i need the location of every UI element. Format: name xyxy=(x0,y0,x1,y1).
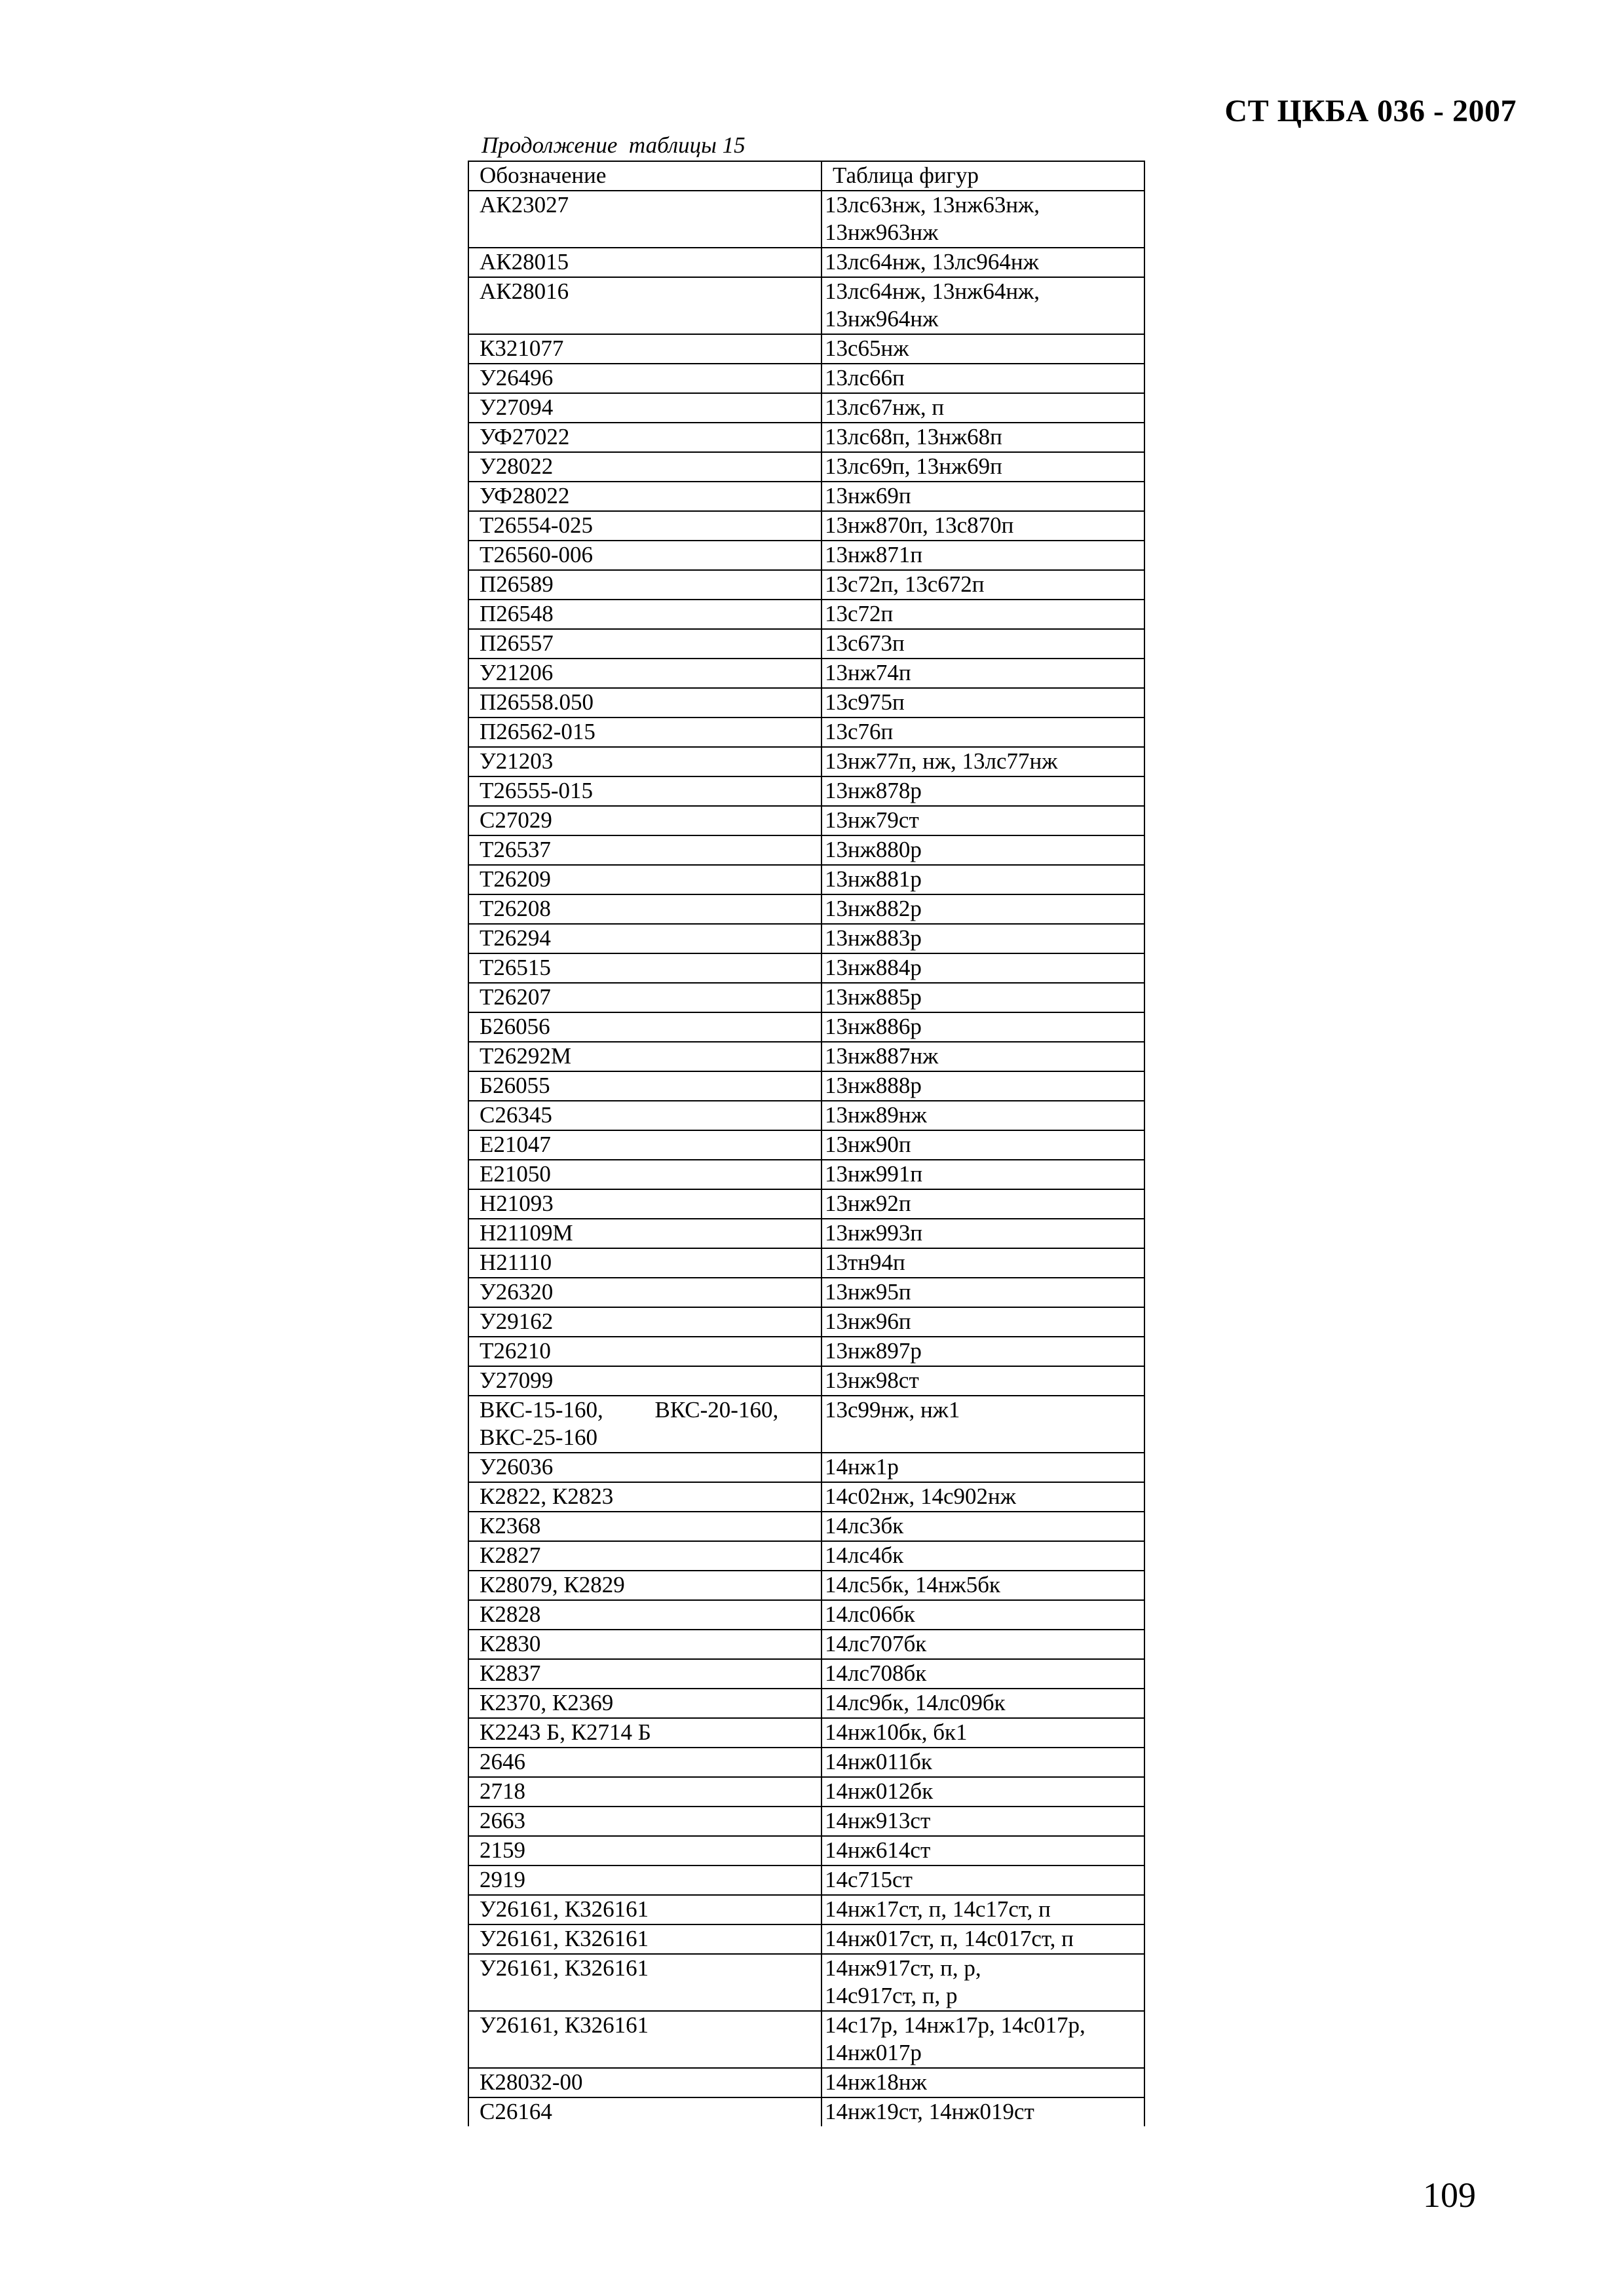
figures-cell: 13нж897р xyxy=(821,1337,1144,1366)
table-row xyxy=(468,277,1144,334)
designation-cell: Т26208 xyxy=(468,894,821,924)
figures-cell: 13лс69п, 13нж69п xyxy=(821,452,1144,482)
designation-cell: К2822, К2823 xyxy=(468,1482,821,1512)
table-row xyxy=(468,953,1144,983)
table-row xyxy=(468,1600,1144,1630)
figures-cell: 13нж89нж xyxy=(821,1101,1144,1130)
table-row xyxy=(468,511,1144,541)
figures-cell: 14лс708бк xyxy=(821,1659,1144,1689)
designation-cell: К28032-00 xyxy=(468,2068,821,2097)
table-row xyxy=(468,1954,1144,2011)
figures-cell: 13нж882р xyxy=(821,894,1144,924)
figures-cell: 13лс66п xyxy=(821,364,1144,393)
designation-cell: Н21093 xyxy=(468,1189,821,1219)
table-row xyxy=(468,1836,1144,1866)
table-body xyxy=(468,191,1144,2126)
figures-cell: 13тн94п xyxy=(821,1248,1144,1278)
table-row xyxy=(468,806,1144,835)
designation-cell: П26562-015 xyxy=(468,718,821,747)
designation-table xyxy=(468,161,1145,2126)
table-row xyxy=(468,1895,1144,1924)
table-row xyxy=(468,1630,1144,1659)
designation-cell: К2243 Б, К2714 Б xyxy=(468,1718,821,1748)
document-code: СТ ЦКБА 036 - 2007 xyxy=(1224,94,1517,128)
figures-cell: 13нж77п, нж, 13лс77нж xyxy=(821,747,1144,776)
figures-cell: 13лс68п, 13нж68п xyxy=(821,423,1144,452)
designation-cell: УФ28022 xyxy=(468,482,821,511)
designation-cell: У26161, К326161 xyxy=(468,1954,821,2011)
table-row xyxy=(468,248,1144,277)
designation-cell: Т26515 xyxy=(468,953,821,983)
figures-cell: 13лс63нж, 13нж63нж, 13нж963нж xyxy=(821,191,1144,248)
table-row xyxy=(468,983,1144,1012)
figures-cell: 13нж883р xyxy=(821,924,1144,953)
table-row xyxy=(468,452,1144,482)
table-row xyxy=(468,1482,1144,1512)
designation-cell: К2827 xyxy=(468,1541,821,1571)
designation-cell: Т26294 xyxy=(468,924,821,953)
figures-cell: 14нж19ст, 14нж019ст xyxy=(821,2097,1144,2126)
figures-cell: 13нж98ст xyxy=(821,1366,1144,1396)
table-row xyxy=(468,1071,1144,1101)
designation-cell: Е21050 xyxy=(468,1160,821,1189)
figures-cell: 13нж871п xyxy=(821,541,1144,570)
designation-cell: Т26292М xyxy=(468,1042,821,1071)
designation-cell: К28079, К2829 xyxy=(468,1571,821,1600)
figures-cell: 13нж90п xyxy=(821,1130,1144,1160)
figures-cell: 13нж991п xyxy=(821,1160,1144,1189)
figures-cell: 13с76п xyxy=(821,718,1144,747)
table-row xyxy=(468,629,1144,659)
table-row xyxy=(468,1571,1144,1600)
designation-cell: Т26207 xyxy=(468,983,821,1012)
figures-cell: 13нж74п xyxy=(821,659,1144,688)
table-row xyxy=(468,1689,1144,1718)
designation-cell: К2830 xyxy=(468,1630,821,1659)
table-row xyxy=(468,1248,1144,1278)
table-row xyxy=(468,835,1144,865)
table-row xyxy=(468,423,1144,452)
designation-cell: 2663 xyxy=(468,1807,821,1836)
designation-cell: У27094 xyxy=(468,393,821,423)
column-header-designation: Обозначение xyxy=(468,161,821,191)
table-row xyxy=(468,191,1144,248)
table-row xyxy=(468,1366,1144,1396)
designation-cell: 2646 xyxy=(468,1748,821,1777)
designation-cell: АК28015 xyxy=(468,248,821,277)
table-row xyxy=(468,718,1144,747)
figures-cell: 13нж880р xyxy=(821,835,1144,865)
table-row xyxy=(468,688,1144,718)
table-row xyxy=(468,1160,1144,1189)
figures-cell: 13лс64нж, 13лс964нж xyxy=(821,248,1144,277)
figures-cell: 14нж917ст, п, р, 14с917ст, п, р xyxy=(821,1954,1144,2011)
figures-cell: 13с975п xyxy=(821,688,1144,718)
column-header-figures: Таблица фигур xyxy=(821,161,1144,191)
designation-cell: У26496 xyxy=(468,364,821,393)
table-row xyxy=(468,747,1144,776)
designation-cell: П26589 xyxy=(468,570,821,600)
table-row xyxy=(468,1278,1144,1307)
figures-cell: 14лс3бк xyxy=(821,1512,1144,1541)
designation-cell: К2837 xyxy=(468,1659,821,1689)
designation-cell: 2718 xyxy=(468,1777,821,1807)
designation-cell: 2159 xyxy=(468,1836,821,1866)
designation-cell: У28022 xyxy=(468,452,821,482)
figures-cell: 13с673п xyxy=(821,629,1144,659)
table-row xyxy=(468,1042,1144,1071)
figures-cell: 13нж69п xyxy=(821,482,1144,511)
table-caption: Продолжение таблицы 15 xyxy=(482,132,746,158)
figures-cell: 13с99нж, нж1 xyxy=(821,1396,1144,1453)
table-row xyxy=(468,1777,1144,1807)
table-row xyxy=(468,1453,1144,1482)
table-row xyxy=(468,776,1144,806)
designation-cell: У26161, К326161 xyxy=(468,1895,821,1924)
table-row xyxy=(468,541,1144,570)
figures-cell: 13нж886р xyxy=(821,1012,1144,1042)
designation-cell: П26557 xyxy=(468,629,821,659)
table-row xyxy=(468,364,1144,393)
figures-cell: 13нж881р xyxy=(821,865,1144,894)
designation-cell: К321077 xyxy=(468,334,821,364)
table-header xyxy=(468,161,1144,191)
designation-cell: У21203 xyxy=(468,747,821,776)
table-row xyxy=(468,1541,1144,1571)
figures-cell: 14нж17ст, п, 14с17ст, п xyxy=(821,1895,1144,1924)
designation-cell: Н21110 xyxy=(468,1248,821,1278)
designation-cell: П26548 xyxy=(468,600,821,629)
designation-cell: ВКС-15-160, ВКС-20-160, ВКС-25-160 xyxy=(468,1396,821,1453)
figures-cell: 13нж79ст xyxy=(821,806,1144,835)
figures-cell: 13нж888р xyxy=(821,1071,1144,1101)
table-row xyxy=(468,1748,1144,1777)
table-row xyxy=(468,482,1144,511)
figures-cell: 14лс06бк xyxy=(821,1600,1144,1630)
designation-cell: 2919 xyxy=(468,1866,821,1895)
figures-cell: 14лс707бк xyxy=(821,1630,1144,1659)
figures-cell: 13лс64нж, 13нж64нж, 13нж964нж xyxy=(821,277,1144,334)
figures-cell: 14нж10бк, бк1 xyxy=(821,1718,1144,1748)
designation-cell: П26558.050 xyxy=(468,688,821,718)
table-row xyxy=(468,1337,1144,1366)
designation-cell: Т26537 xyxy=(468,835,821,865)
figures-cell: 13лс67нж, п xyxy=(821,393,1144,423)
table-row xyxy=(468,2068,1144,2097)
designation-cell: У26320 xyxy=(468,1278,821,1307)
figures-cell: 14лс5бк, 14нж5бк xyxy=(821,1571,1144,1600)
table-row xyxy=(468,1396,1144,1453)
table-row xyxy=(468,1307,1144,1337)
designation-cell: У27099 xyxy=(468,1366,821,1396)
figures-cell: 14нж614ст xyxy=(821,1836,1144,1866)
table-row xyxy=(468,1807,1144,1836)
designation-cell: Н21109М xyxy=(468,1219,821,1248)
figures-cell: 14нж913ст xyxy=(821,1807,1144,1836)
table-row xyxy=(468,1219,1144,1248)
designation-cell: Т26209 xyxy=(468,865,821,894)
table-row xyxy=(468,894,1144,924)
designation-cell: У26036 xyxy=(468,1453,821,1482)
figures-cell: 13нж878р xyxy=(821,776,1144,806)
figures-cell: 14с715ст xyxy=(821,1866,1144,1895)
table-row xyxy=(468,334,1144,364)
table-row xyxy=(468,1130,1144,1160)
designation-cell: К2368 xyxy=(468,1512,821,1541)
figures-cell: 14нж18нж xyxy=(821,2068,1144,2097)
table-row xyxy=(468,570,1144,600)
header-row xyxy=(468,161,1144,191)
figures-cell: 13нж95п xyxy=(821,1278,1144,1307)
designation-cell: С27029 xyxy=(468,806,821,835)
designation-cell: Е21047 xyxy=(468,1130,821,1160)
table-row xyxy=(468,600,1144,629)
figures-cell: 13нж885р xyxy=(821,983,1144,1012)
table-row xyxy=(468,1718,1144,1748)
figures-cell: 14нж012бк xyxy=(821,1777,1144,1807)
designation-cell: Т26560-006 xyxy=(468,541,821,570)
designation-cell: Т26554-025 xyxy=(468,511,821,541)
designation-cell: УФ27022 xyxy=(468,423,821,452)
table-row xyxy=(468,924,1144,953)
table-row xyxy=(468,2011,1144,2068)
designation-cell: У26161, К326161 xyxy=(468,2011,821,2068)
figures-cell: 13нж96п xyxy=(821,1307,1144,1337)
table-row xyxy=(468,1866,1144,1895)
figures-cell: 14с17р, 14нж17р, 14с017р, 14нж017р xyxy=(821,2011,1144,2068)
designation-cell: С26164 xyxy=(468,2097,821,2126)
designation-cell: У29162 xyxy=(468,1307,821,1337)
designation-cell: К2828 xyxy=(468,1600,821,1630)
figures-cell: 14с02нж, 14с902нж xyxy=(821,1482,1144,1512)
figures-cell: 13нж887нж xyxy=(821,1042,1144,1071)
figures-cell: 14нж011бк xyxy=(821,1748,1144,1777)
table-row xyxy=(468,1924,1144,1954)
figures-cell: 13с72п xyxy=(821,600,1144,629)
designation-cell: Б26055 xyxy=(468,1071,821,1101)
table-row xyxy=(468,393,1144,423)
figures-cell: 13с72п, 13с672п xyxy=(821,570,1144,600)
table-row xyxy=(468,1659,1144,1689)
figures-cell: 14нж1р xyxy=(821,1453,1144,1482)
table-row xyxy=(468,1189,1144,1219)
page-number: 109 xyxy=(1423,2175,1476,2215)
figures-cell: 13нж870п, 13с870п xyxy=(821,511,1144,541)
figures-cell: 13нж884р xyxy=(821,953,1144,983)
table-row xyxy=(468,2097,1144,2126)
table-row xyxy=(468,659,1144,688)
designation-cell: АК23027 xyxy=(468,191,821,248)
figures-cell: 13нж993п xyxy=(821,1219,1144,1248)
figures-cell: 13нж92п xyxy=(821,1189,1144,1219)
table-row xyxy=(468,1012,1144,1042)
designation-cell: Т26555-015 xyxy=(468,776,821,806)
table-row xyxy=(468,1101,1144,1130)
designation-cell: С26345 xyxy=(468,1101,821,1130)
table-row xyxy=(468,865,1144,894)
figures-cell: 13с65нж xyxy=(821,334,1144,364)
designation-cell: У21206 xyxy=(468,659,821,688)
designation-cell: АК28016 xyxy=(468,277,821,334)
designation-cell: Т26210 xyxy=(468,1337,821,1366)
table-row xyxy=(468,1512,1144,1541)
designation-cell: К2370, К2369 xyxy=(468,1689,821,1718)
designation-cell: У26161, К326161 xyxy=(468,1924,821,1954)
designation-cell: Б26056 xyxy=(468,1012,821,1042)
figures-cell: 14лс9бк, 14лс09бк xyxy=(821,1689,1144,1718)
figures-cell: 14нж017ст, п, 14с017ст, п xyxy=(821,1924,1144,1954)
figures-cell: 14лс4бк xyxy=(821,1541,1144,1571)
